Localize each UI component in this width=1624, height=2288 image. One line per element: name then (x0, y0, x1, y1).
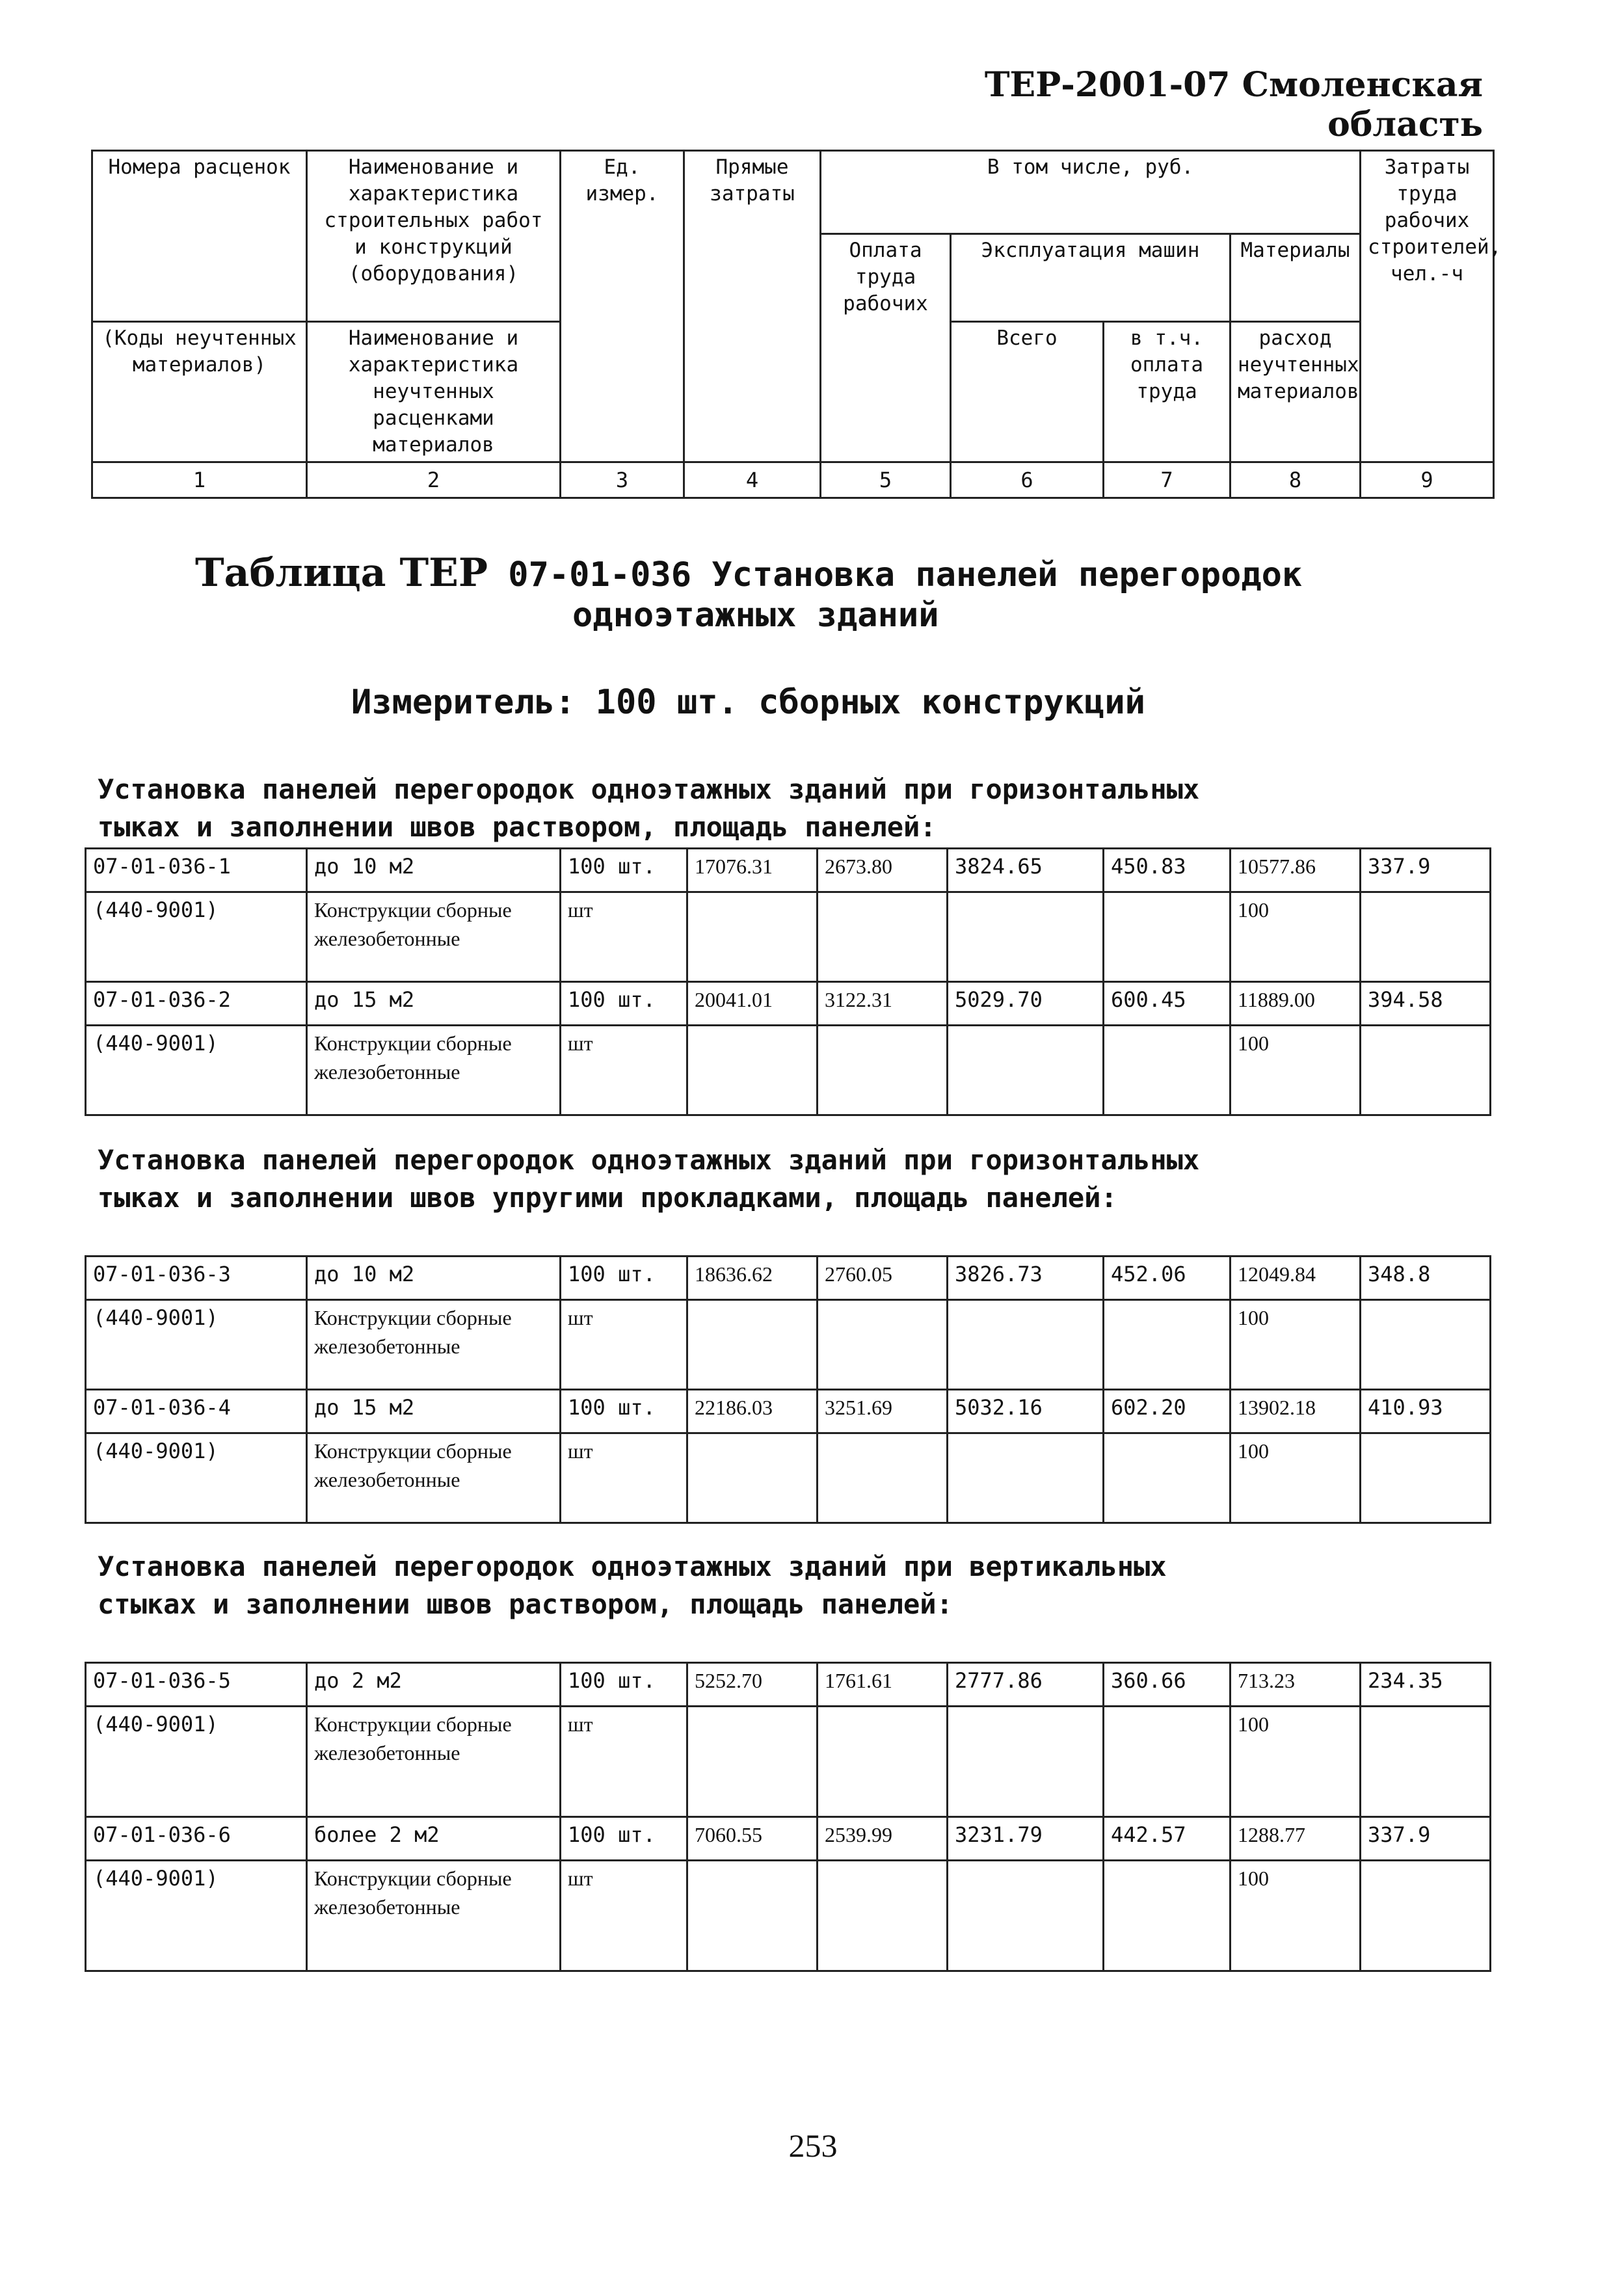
col-codes-header: Номера расценок (92, 151, 307, 322)
wages: 3122.31 (818, 982, 948, 1026)
table-title (195, 550, 1431, 635)
direct-cost: 17076.31 (687, 849, 818, 892)
material-name: Конструкции сборные железобетонные (307, 1433, 561, 1523)
unit: шт (561, 1300, 687, 1390)
work-name: до 15 м2 (307, 1390, 561, 1433)
machine-wages: 602.20 (1104, 1390, 1231, 1433)
unit: шт (561, 1026, 687, 1115)
table-title-code: 07-01-036 (508, 555, 692, 594)
col-number: 8 (1231, 462, 1361, 498)
col-number: 9 (1361, 462, 1494, 498)
material-usage: 100 (1231, 1300, 1361, 1390)
unit: шт (561, 1707, 687, 1817)
col-number: 6 (951, 462, 1104, 498)
price-table (85, 1662, 1491, 1972)
unit: 100 шт. (561, 1257, 687, 1300)
unit: шт (561, 892, 687, 982)
materials: 1288.77 (1231, 1817, 1361, 1861)
material-name: Конструкции сборные железобетонные (307, 1707, 561, 1817)
labor: 337.9 (1361, 849, 1491, 892)
col-material-usage-header: расход неучтенных материалов (1231, 322, 1361, 462)
materials: 12049.84 (1231, 1257, 1361, 1300)
material-name: Конструкции сборные железобетонные (307, 1026, 561, 1115)
rate-code: 07-01-036-5 (86, 1663, 307, 1707)
work-name: более 2 м2 (307, 1817, 561, 1861)
col-number: 1 (92, 462, 307, 498)
machine-wages: 360.66 (1104, 1663, 1231, 1707)
machine-wages: 450.83 (1104, 849, 1231, 892)
rate-code: 07-01-036-6 (86, 1817, 307, 1861)
direct-cost: 20041.01 (687, 982, 818, 1026)
materials: 11889.00 (1231, 982, 1361, 1026)
column-header-table (91, 150, 1502, 499)
price-table (85, 1255, 1491, 1524)
material-usage: 100 (1231, 1433, 1361, 1523)
material-usage: 100 (1231, 1861, 1361, 1971)
col-number: 2 (307, 462, 561, 498)
section-heading (98, 1141, 1496, 1217)
material-code: (440-9001) (86, 1026, 307, 1115)
machine-wages: 452.06 (1104, 1257, 1231, 1300)
labor: 234.35 (1361, 1663, 1491, 1707)
rate-code: 07-01-036-2 (86, 982, 307, 1026)
section-heading-line: Установка панелей перегородок одноэтажных зданий при вертикальных (98, 1550, 1167, 1582)
col-wages-header: Оплата труда рабочих (821, 234, 951, 462)
machine-wages: 600.45 (1104, 982, 1231, 1026)
material-name: Конструкции сборные железобетонные (307, 892, 561, 982)
material-code: (440-9001) (86, 1861, 307, 1971)
col-incl-header: В том числе, руб. (821, 151, 1361, 234)
machines: 3824.65 (948, 849, 1104, 892)
col-materials-name-header: Наименование и характеристика неучтенных расценками материалов (307, 322, 561, 462)
direct-cost: 5252.70 (687, 1663, 818, 1707)
col-works-header: Наименование и характеристика строительных работ и конструкций (оборудования) (307, 151, 561, 322)
material-code: (440-9001) (86, 1300, 307, 1390)
unit: 100 шт. (561, 1817, 687, 1861)
rate-code: 07-01-036-1 (86, 849, 307, 892)
machines: 3231.79 (948, 1817, 1104, 1861)
col-machines-group-header: Эксплуатация машин (951, 234, 1231, 322)
material-usage: 100 (1231, 1026, 1361, 1115)
section-heading-line: Установка панелей перегородок одноэтажных зданий при горизонтальных (98, 773, 1200, 805)
material-name: Конструкции сборные железобетонные (307, 1300, 561, 1390)
section-heading (98, 1548, 1496, 1623)
unit: 100 шт. (561, 1663, 687, 1707)
material-code: (440-9001) (86, 1433, 307, 1523)
section-heading-line: Установка панелей перегородок одноэтажных зданий при горизонтальных (98, 1144, 1200, 1176)
unit: шт (561, 1861, 687, 1971)
direct-cost: 22186.03 (687, 1390, 818, 1433)
page-number: 253 (788, 2127, 838, 2164)
wages: 3251.69 (818, 1390, 948, 1433)
page-header: ТЕР-2001-07 Смоленская область (984, 65, 1483, 144)
rate-code: 07-01-036-4 (86, 1390, 307, 1433)
section-heading-line: стыках и заполнении швов раствором, площадь панелей: (98, 1588, 953, 1620)
wages: 1761.61 (818, 1663, 948, 1707)
col-number: 7 (1104, 462, 1231, 498)
price-table (85, 847, 1491, 1116)
unit: 100 шт. (561, 849, 687, 892)
unit: шт (561, 1433, 687, 1523)
work-name: до 2 м2 (307, 1663, 561, 1707)
work-name: до 10 м2 (307, 849, 561, 892)
col-number: 4 (684, 462, 821, 498)
labor: 410.93 (1361, 1390, 1491, 1433)
labor: 394.58 (1361, 982, 1491, 1026)
labor: 348.8 (1361, 1257, 1491, 1300)
col-materials-header: Материалы (1231, 234, 1361, 322)
material-code: (440-9001) (86, 1707, 307, 1817)
col-codes-sub-header: (Коды неучтенных материалов) (92, 322, 307, 462)
materials: 10577.86 (1231, 849, 1361, 892)
direct-cost: 18636.62 (687, 1257, 818, 1300)
direct-cost: 7060.55 (687, 1817, 818, 1861)
table-title-lead: Таблица ТЕР (195, 550, 488, 596)
section-heading (98, 771, 1496, 846)
wages: 2673.80 (818, 849, 948, 892)
meter: Измеритель: 100 шт. сборных конструкций (351, 683, 1145, 722)
material-usage: 100 (1231, 1707, 1361, 1817)
rate-code: 07-01-036-3 (86, 1257, 307, 1300)
wages: 2760.05 (818, 1257, 948, 1300)
material-name: Конструкции сборные железобетонные (307, 1861, 561, 1971)
material-code: (440-9001) (86, 892, 307, 982)
col-machines-header: Всего (951, 322, 1104, 462)
machines: 5032.16 (948, 1390, 1104, 1433)
unit: 100 шт. (561, 1390, 687, 1433)
machines: 3826.73 (948, 1257, 1104, 1300)
machines: 5029.70 (948, 982, 1104, 1026)
wages: 2539.99 (818, 1817, 948, 1861)
col-direct-header: Прямые затраты (684, 151, 821, 462)
col-labor-header: Затраты труда рабочих строителей, чел.-ч (1361, 151, 1494, 462)
machines: 2777.86 (948, 1663, 1104, 1707)
col-number: 5 (821, 462, 951, 498)
table-title-line1: Установка панелей перегородок (712, 555, 1303, 594)
machine-wages: 442.57 (1104, 1817, 1231, 1861)
col-machine-wages-header: в т.ч. оплата труда (1104, 322, 1231, 462)
work-name: до 10 м2 (307, 1257, 561, 1300)
table-title-line2: одноэтажных зданий (572, 596, 939, 635)
section-heading-line: тыках и заполнении швов упругими прокладками, площадь панелей: (98, 1182, 1117, 1214)
labor: 337.9 (1361, 1817, 1491, 1861)
materials: 13902.18 (1231, 1390, 1361, 1433)
unit: 100 шт. (561, 982, 687, 1026)
material-usage: 100 (1231, 892, 1361, 982)
section-heading-line: тыках и заполнении швов раствором, площадь панелей: (98, 811, 937, 843)
col-unit-header: Ед. измер. (561, 151, 684, 462)
work-name: до 15 м2 (307, 982, 561, 1026)
col-number: 3 (561, 462, 684, 498)
materials: 713.23 (1231, 1663, 1361, 1707)
